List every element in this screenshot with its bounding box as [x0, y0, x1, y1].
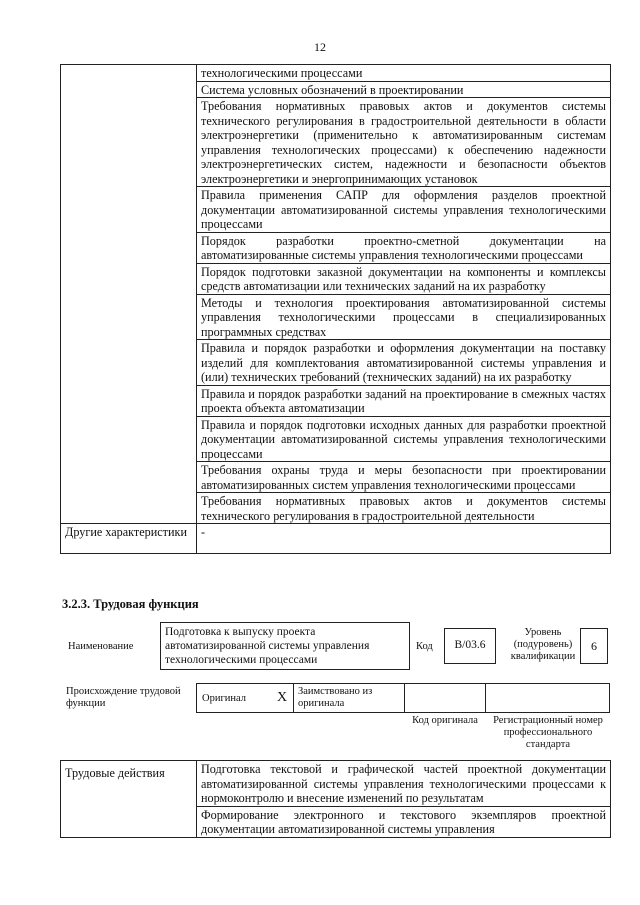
knowledge-item: Правила применения САПР для оформления разделов проектной документации автоматизированной системы управления технологическими процессами [197, 187, 611, 233]
knowledge-item: Правила и порядок разработки заданий на проектирование в смежных частях проекта объекта автоматизации [197, 385, 611, 416]
knowledge-label-cell [61, 65, 197, 524]
reg-number-box [485, 683, 610, 713]
work-actions-label: Трудовые действия [61, 761, 197, 838]
original-mark: X [277, 690, 288, 705]
other-characteristics-label: Другие характеристики [61, 524, 197, 554]
work-action-item: Формирование электронного и текстового экземпляров проектной документации автоматизированной системы управления [197, 806, 611, 837]
work-action-row [61, 761, 611, 807]
knowledge-item: Требования охраны труда и меры безопасности при проектировании автоматизированных систем управления технологическими процессами [197, 462, 611, 493]
original-label: Оригинал [202, 693, 246, 704]
name-label: Наименование [68, 641, 134, 652]
page-number: 12 [314, 40, 326, 54]
reg-number-caption: Регистрационный номер профессионального стандарта [493, 715, 603, 750]
name-value-box [160, 622, 410, 670]
borrowed-label: Заимствовано из оригинала [298, 686, 373, 709]
level-value: 6 [591, 639, 597, 653]
knowledge-row [61, 65, 611, 82]
section-title: 3.2.3. Трудовая функция [62, 597, 199, 611]
code-original-caption: Код оригинала [412, 715, 478, 726]
code-label: Код [416, 641, 433, 652]
work-action-item: Подготовка текстовой и графической частей проектной документации автоматизированной системы управления технологическими процессами к нормоконтролю и внесение изменений по результатам [197, 761, 611, 807]
knowledge-item: Требования нормативных правовых актов и документов системы технического регулирования в градостроительной деятельности в области электроэнергетики (применительно к автоматизированным системам управления технологических процессами) к обеспечению надежности электроэнергетических систем, надежности и безопасности объектов электроэнергетики и энергопринимающих установок [197, 98, 611, 187]
required-knowledge-table [60, 64, 611, 554]
knowledge-item: Правила и порядок разработки и оформления документации на поставку изделий для комплектования автоматизированной системы управления и (или) технических требований (технических заданий) на их разработку [197, 340, 611, 386]
level-label: Уровень (подуровень) квалификации [510, 627, 576, 662]
level-value-box [580, 628, 608, 664]
knowledge-item: Порядок разработки проектно-сметной документации на автоматизированные системы управления технологическими процессами [197, 232, 611, 263]
name-value: Подготовка к выпуску проекта автоматизированной системы управления технологическими процессами [165, 626, 370, 666]
work-actions-table [60, 760, 611, 838]
knowledge-item: Требования нормативных правовых актов и документов системы технического регулирования в градостроительной деятельности [197, 493, 611, 524]
knowledge-item: Система условных обозначений в проектировании [197, 81, 611, 98]
knowledge-item: Методы и технология проектирования автоматизированной системы управления технологическими процессами в специализированных программных средствах [197, 294, 611, 340]
borrowed-box [293, 683, 405, 713]
knowledge-item: Порядок подготовки заказной документации на компоненты и комплексы средств автоматизации или технических заданий на их разработку [197, 263, 611, 294]
knowledge-item: технологическими процессами [197, 65, 611, 82]
code-value-box [444, 628, 496, 664]
origin-label: Происхождение трудовой функции [66, 686, 181, 709]
other-characteristics-row [61, 524, 611, 554]
code-original-box [404, 683, 486, 713]
knowledge-item: Правила и порядок подготовки исходных данных для разработки проектной документации автоматизированной системы управления технологическими процессами [197, 416, 611, 462]
code-value: B/03.6 [454, 639, 486, 651]
other-characteristics-value: - [197, 524, 611, 554]
original-box [196, 683, 294, 713]
